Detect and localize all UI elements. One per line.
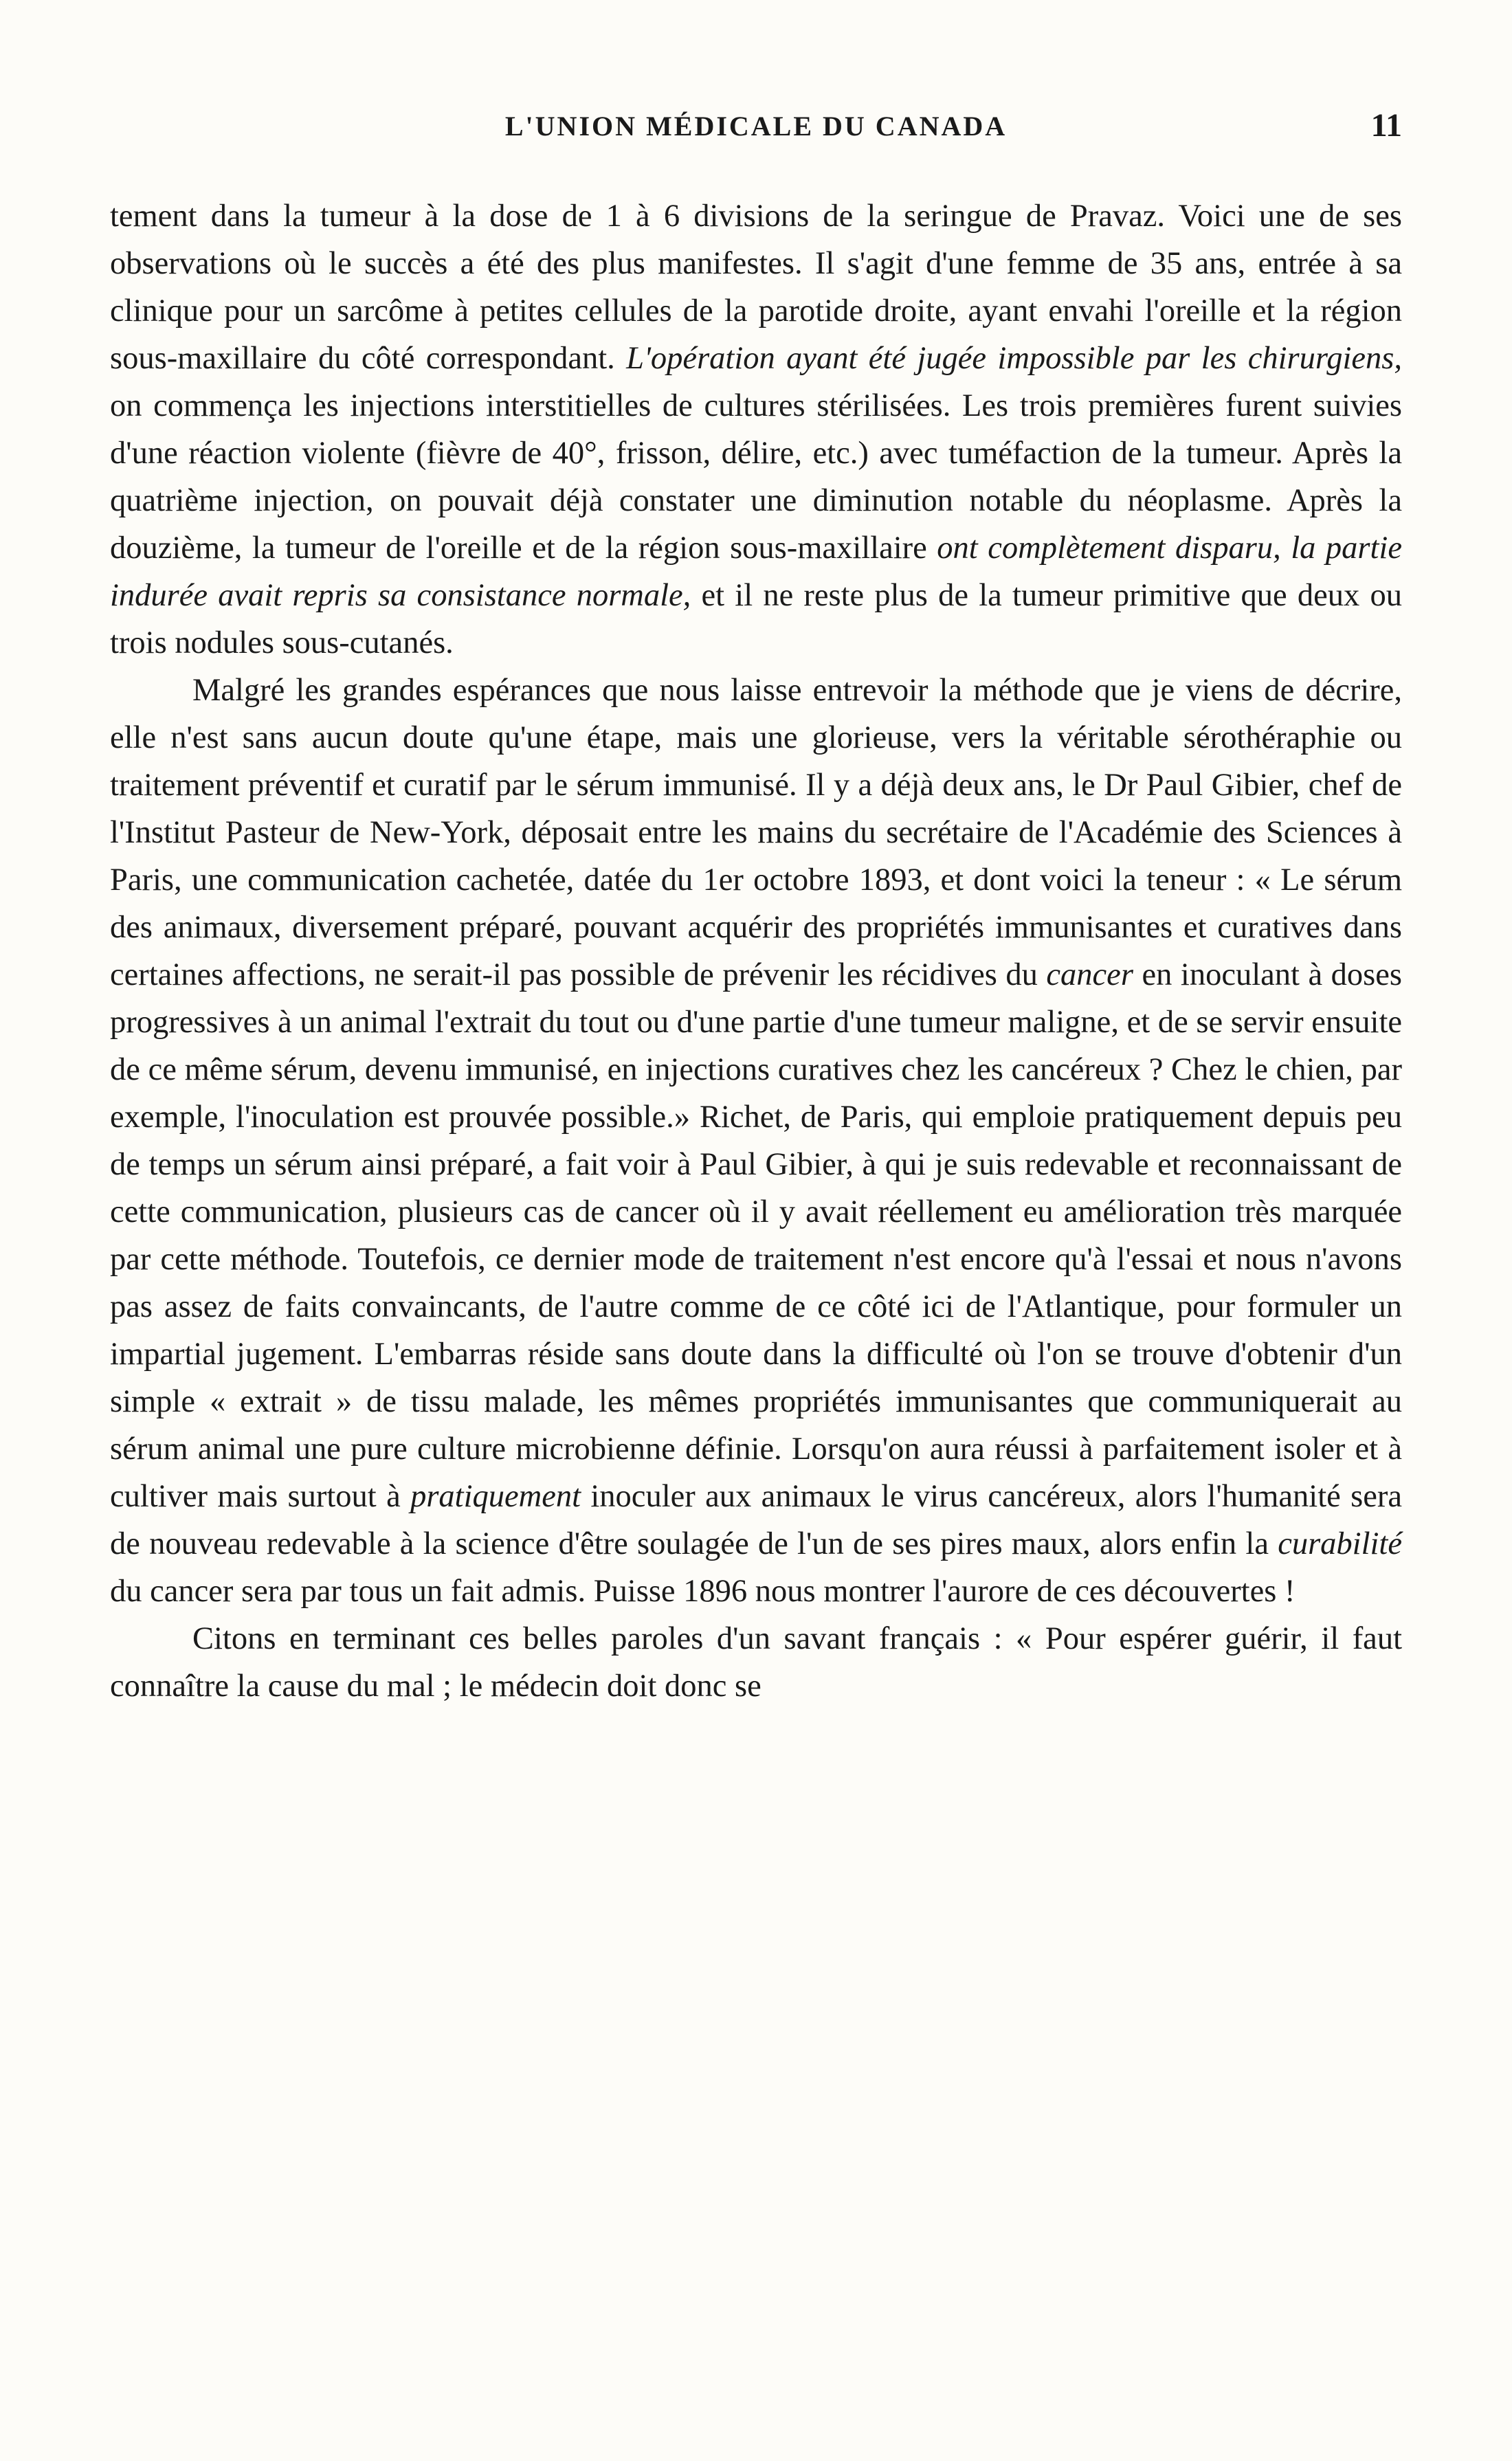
paragraph (110, 192, 1402, 667)
text-run: du cancer sera par tous un fait admis. Puisse 1896 nous montrer l'aurore de ces découvertes ! (110, 1574, 1296, 1609)
body-text (110, 192, 1402, 1710)
text-run: Malgré les grandes espérances que nous laisse entrevoir la méthode que je viens de décrire, elle n'est sans aucun doute qu'une étape, mais une glorieuse, vers la véritable sérothéraphie ou traitement préventif et curatif par le sérum immunisé. Il y a déjà deux ans, le Dr Paul Gibier, chef de l'Institut Pasteur de New-York, déposait entre les mains du secrétaire de l'Académie des Sciences à Paris, une communication cachetée, datée du 1er octobre 1893, et dont voici la teneur : « Le sérum des animaux, diversement préparé, pouvant acquérir des propriétés immunisantes et curatives dans certaines affections, ne serait-il pas possible de prévenir les récidives du (110, 673, 1402, 992)
italic-text: pratiquement (410, 1479, 581, 1514)
paragraph (110, 667, 1402, 1615)
text-run: Citons en terminant ces belles paroles d'un savant français : « Pour espérer guérir, il faut connaître la cause du mal ; le médecin doit donc se (110, 1621, 1402, 1704)
running-title: L'UNION MÉDICALE DU CANADA (504, 111, 1008, 142)
text-run: on commença les injections interstitielles de cultures stérilisées. Les trois premières furent suivies d'une réaction violente (fièvre de 40°, frisson, délire, etc.) avec tuméfaction de la tumeur. Après la quatrième injection, on pouvait déjà constater une diminution notable du néoplasme. Après la douzième, la tumeur de l'oreille et de la région sous-maxillaire (110, 388, 1402, 566)
italic-text: ont complètement disparu, la partie indurée avait repris sa consistance normale, (110, 531, 1402, 613)
text-run: inoculer aux animaux le virus cancéreux, alors l'humanité sera de nouveau redevable à la science d'être soulagée de l'un de ses pires maux, alors enfin la (110, 1479, 1402, 1561)
text-run: en inoculant à doses progressives à un animal l'extrait du tout ou d'une partie d'une tumeur maligne, et de se servir ensuite de ce même sérum, devenu immunisé, en injections curatives chez les cancéreux ? Chez le chien, par exemple, l'inoculation est prouvée possible.» Richet, de Paris, qui emploie pratiquement depuis peu de temps un sérum ainsi préparé, a fait voir à Paul Gibier, à qui je suis redevable et reconnaissant de cette communication, plusieurs cas de cancer où il y avait réellement eu amélioration très marquée par cette méthode. Toutefois, ce dernier mode de traitement n'est encore qu'à l'essai et nous n'avons pas assez de faits convaincants, de l'autre comme de ce côté ici de l'Atlantique, pour formuler un impartial jugement. L'embarras réside sans doute dans la difficulté où l'on se trouve d'obtenir d'un simple « extrait » de tissu malade, les mêmes propriétés immunisantes que communiquerait au sérum animal une pure culture microbienne définie. Lorsqu'on aura réussi à parfaitement isoler et à cultiver mais surtout à (110, 957, 1402, 1514)
text-run: tement dans la tumeur à la dose de 1 à 6 divisions de la seringue de Pravaz. Voici une de ses observations où le succès a été des plus manifestes. Il s'agit d'une femme de 35 ans, entrée à sa clinique pour un sarcôme à petites cellules de la parotide droite, ayant envahi l'oreille et la région sous-maxillaire du côté correspondant. (110, 199, 1402, 376)
text-run: et il ne reste plus de la tumeur primitive que deux ou trois nodules sous-cutanés. (110, 578, 1402, 660)
page-header (110, 103, 1402, 165)
italic-text: curabilité (1278, 1526, 1402, 1561)
page-number: 11 (1370, 107, 1402, 144)
italic-text: L'opération ayant été jugée impossible par les chirurgiens, (626, 341, 1402, 376)
document-page (110, 103, 1402, 2392)
italic-text: cancer (1046, 957, 1133, 992)
paragraph (110, 1615, 1402, 1710)
